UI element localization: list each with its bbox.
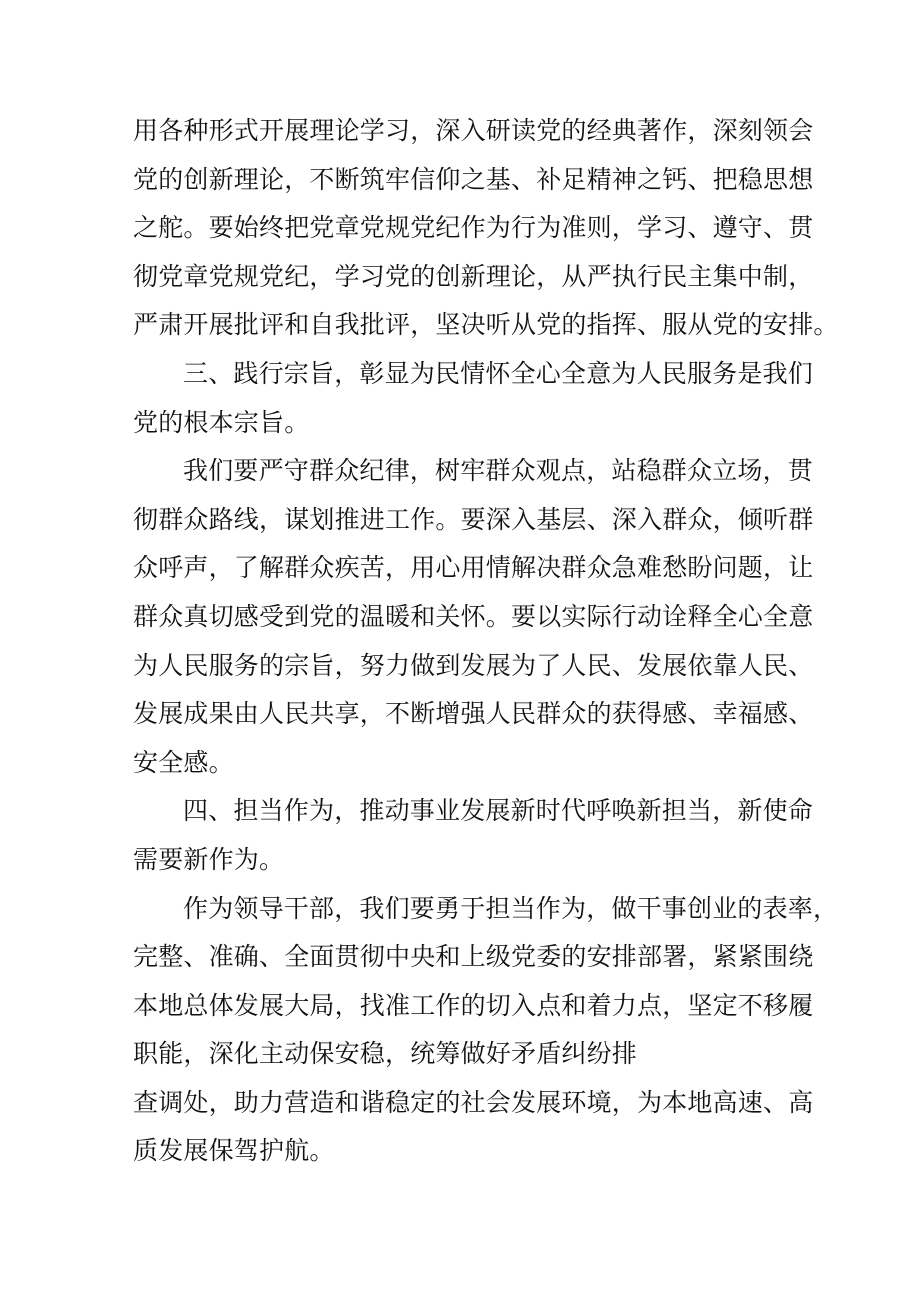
text-line: 严肃开展批评和自我批评，坚决听从党的指挥、服从党的安排。 [133, 310, 839, 340]
text-line: 党的根本宗旨。 [133, 407, 310, 437]
text-line: 之舵。要始终把党章党规党纪作为行为准则，学习、遵守、贯 [133, 213, 814, 243]
paragraph-first-line: 我们要严守群众纪律，树牢群众观点，站稳群众立场，贯 [183, 456, 814, 486]
text-line: 发展成果由人民共享，不断增强人民群众的获得感、幸福感、 [133, 699, 814, 729]
paragraph-first-line: 作为领导干部，我们要勇于担当作为，做干事创业的表率， [183, 893, 839, 923]
text-line: 为人民服务的宗旨，努力做到发展为了人民、发展依靠人民、 [133, 650, 814, 680]
text-line: 党的创新理论，不断筑牢信仰之基、补足精神之钙、把稳思想 [133, 164, 814, 194]
paragraph-first-line: 四、担当作为，推动事业发展新时代呼唤新担当，新使命 [183, 796, 814, 826]
text-line: 安全感。 [133, 747, 234, 777]
text-line: 职能，深化主动保安稳，统筹做好矛盾纠纷排 [133, 1039, 638, 1069]
text-line: 查调处，助力营造和谐稳定的社会发展环境，为本地高速、高 [133, 1087, 814, 1117]
text-line: 彻群众路线，谋划推进工作。要深入基层、深入群众，倾听群 [133, 504, 814, 534]
text-line: 彻党章党规党纪，学习党的创新理论，从严执行民主集中制， [133, 261, 814, 291]
document-body [133, 107, 839, 1176]
text-line: 需要新作为。 [133, 844, 285, 874]
text-line: 众呼声，了解群众疾苦，用心用情解决群众急难愁盼问题，让 [133, 553, 814, 583]
text-line: 群众真切感受到党的温暖和关怀。要以实际行动诠释全心全意 [133, 601, 814, 631]
paragraph-first-line: 三、践行宗旨，彰显为民情怀全心全意为人民服务是我们 [183, 358, 814, 388]
text-line: 本地总体发展大局，找准工作的切入点和着力点，坚定不移履 [133, 990, 814, 1020]
text-line: 完整、准确、全面贯彻中央和上级党委的安排部署，紧紧围绕 [133, 942, 814, 972]
text-line: 质发展保驾护航。 [133, 1136, 335, 1166]
text-line: 用各种形式开展理论学习，深入研读党的经典著作，深刻领会 [133, 116, 814, 145]
